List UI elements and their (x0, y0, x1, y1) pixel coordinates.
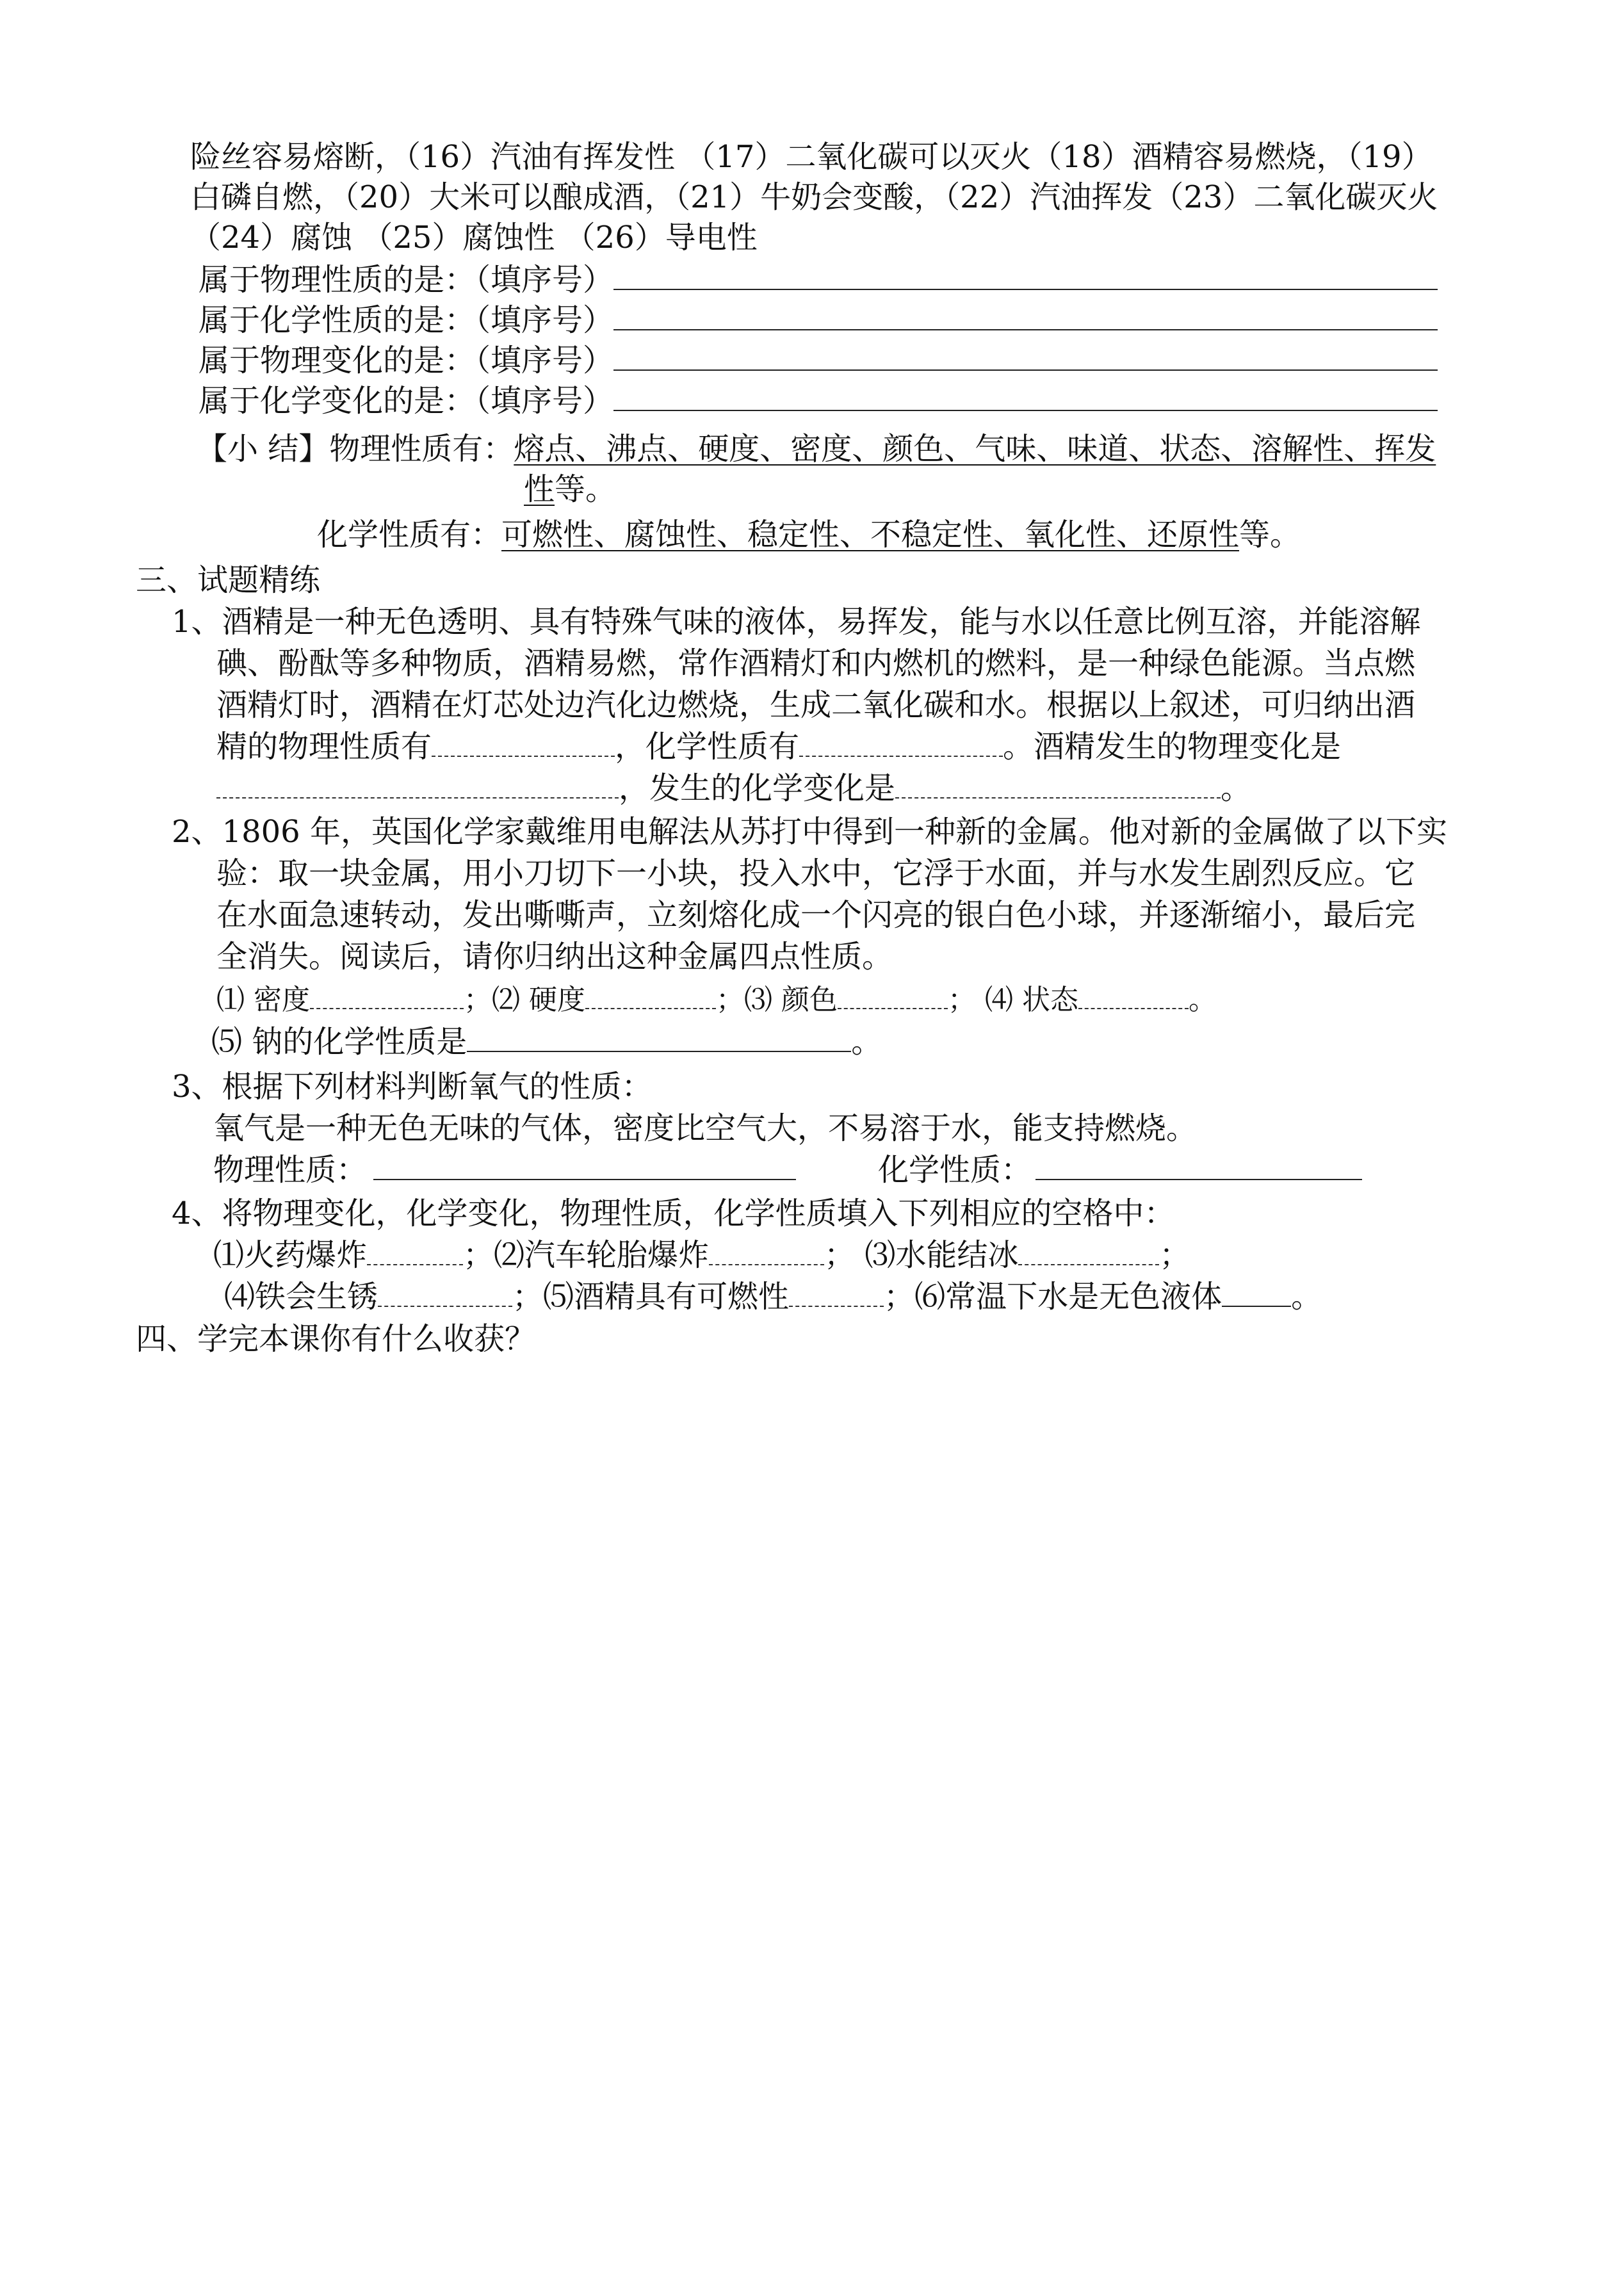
phys-prop-label: 属于物理性质的是：（填序号） (199, 262, 614, 298)
chem-change-row (199, 380, 1438, 422)
q2-sep-1: ； (464, 984, 492, 1016)
q1-chem-change-blank[interactable] (895, 769, 1221, 799)
q4-iron-rust-blank[interactable] (378, 1277, 512, 1307)
q4-alcohol-blank[interactable] (789, 1277, 884, 1307)
q1-phys-blank[interactable] (432, 727, 615, 757)
q4-gunpowder-blank[interactable] (367, 1236, 463, 1265)
phys-change-label: 属于物理变化的是：（填序号） (199, 343, 614, 378)
intro-line-3: （24）腐蚀 （25）腐蚀性 （26）导电性 (190, 220, 758, 255)
q4-semi-2: ； (824, 1237, 856, 1273)
q3-line-1: 3、根据下列材料判断氧气的性质： (172, 1069, 653, 1105)
q4-answers-row-2 (224, 1276, 1322, 1318)
summary-row-3 (317, 514, 1301, 556)
q4-water-freeze-blank[interactable] (1018, 1236, 1159, 1265)
q3-chem-blank[interactable] (1035, 1151, 1362, 1180)
q2-chem-row (211, 1021, 882, 1063)
q2-density-label: ⑴ 密度 (216, 984, 310, 1016)
q2-answers-end: 。 (1189, 984, 1217, 1016)
q2-hardness-blank[interactable] (585, 980, 716, 1009)
q3-chem-label: 化学性质： (878, 1152, 1032, 1188)
q4-alcohol-label: ⑸酒精具有可燃性 (543, 1279, 790, 1315)
q1-line-3: 酒精灯时，酒精在灯芯处边汽化边燃烧，生成二氧化碳和水。根据以上叙述，可归纳出酒 (216, 687, 1416, 723)
q2-state-blank[interactable] (1078, 980, 1189, 1009)
q4-iron-rust-label: ⑷铁会生锈 (224, 1279, 378, 1315)
intro-line-2: 白磷自燃，（20）大米可以酿成酒，（21）牛奶会变酸，（22）汽油挥发（23）二氧化碳灭火 (190, 179, 1438, 215)
q4-tire-label: ⑵汽车轮胎爆炸 (494, 1237, 710, 1273)
section-4-title: 四、学完本课你有什么收获？ (136, 1321, 536, 1357)
q4-water-blank[interactable] (1222, 1277, 1291, 1307)
chem-prop-label: 属于化学性质的是：（填序号） (199, 302, 614, 338)
section-3-title: 三、试题精练 (136, 562, 321, 598)
q2-line-2: 验：取一块金属，用小刀切下一小块，投入水中，它浮于水面，并与水发生剧烈反应。它 (216, 856, 1416, 891)
q2-hardness-label: ⑵ 硬度 (492, 984, 585, 1016)
q4-semi-3: ； (1159, 1237, 1190, 1273)
q4-end: 。 (1291, 1279, 1322, 1315)
phys-properties-list: 熔点、沸点、硬度、密度、颜色、气味、味道、状态、溶解性、挥发 (514, 431, 1436, 467)
q1-line-4 (216, 726, 1341, 768)
chem-change-label: 属于化学变化的是：（填序号） (199, 383, 614, 419)
q2-color-label: ⑶ 颜色 (744, 984, 838, 1016)
q4-answers-row-1 (213, 1234, 1190, 1276)
q1-phys-change-label: 。酒精发生的物理变化是 (1003, 729, 1342, 765)
q4-line-1: 4、将物理变化，化学变化，物理性质，化学性质填入下列相应的空格中： (172, 1196, 1175, 1231)
q3-phys-label: 物理性质： (213, 1152, 368, 1188)
q2-line-1: 2、1806 年，英国化学家戴维用电解法从苏打中得到一种新的金属。他对新的金属做了以下实 (172, 814, 1447, 850)
phys-properties-list-cont: 性 (524, 471, 555, 507)
q2-sep-2: ； (716, 984, 744, 1016)
q3-line-2: 氧气是一种无色无味的气体，密度比空气大，不易溶于水，能支持燃烧。 (213, 1110, 1198, 1146)
phys-change-blank[interactable] (613, 341, 1438, 371)
chem-properties-end: 等。 (1239, 517, 1301, 553)
summary-row-2 (524, 468, 616, 510)
q1-phys-label: 精的物理性质有 (216, 729, 432, 765)
q1-line-2: 碘、酚酞等多种物质，酒精易燃，常作酒精灯和内燃机的燃料，是一种绿色能源。当点燃 (216, 645, 1416, 681)
q2-line-3: 在水面急速转动，发出嘶嘶声，立刻熔化成一个闪亮的银白色小球，并逐渐缩小，最后完 (216, 897, 1416, 933)
phys-prop-blank[interactable] (613, 261, 1438, 290)
q1-chem-label: ，化学性质有 (615, 729, 800, 765)
phys-change-row (199, 339, 1438, 382)
q4-semi-4: ； (512, 1279, 544, 1315)
q1-chem-blank[interactable] (799, 727, 1003, 757)
q2-color-blank[interactable] (838, 980, 948, 1009)
q4-water-label: ⑹常温下水是无色液体 (914, 1279, 1222, 1315)
q1-line-1: 1、酒精是一种无色透明、具有特殊气味的液体，易挥发，能与水以任意比例互溶，并能溶解 (172, 604, 1421, 640)
q2-density-blank[interactable] (310, 980, 464, 1009)
summary-row-1 (197, 428, 1436, 470)
intro-line-1: 险丝容易熔断，（16）汽油有挥发性 （17）二氧化碳可以灭火（18）酒精容易燃烧，（19） (190, 139, 1433, 175)
q2-chem-end: 。 (851, 1024, 882, 1060)
q2-line-4: 全消失。阅读后，请你归纳出这种金属四点性质。 (216, 939, 893, 975)
q2-sodium-chem-label: ⑸ 钠的化学性质是 (211, 1024, 467, 1060)
chem-prop-row (199, 299, 1438, 341)
q2-sep-3: ； (948, 984, 976, 1016)
q4-semi-5: ； (884, 1279, 915, 1315)
phys-prop-row (199, 259, 1438, 301)
q4-tire-blank[interactable] (709, 1236, 824, 1265)
q1-phys-change-blank[interactable] (216, 769, 619, 799)
q1-chem-change-label: ，发生的化学变化是 (619, 770, 896, 806)
q4-semi-1: ； (463, 1237, 494, 1273)
chem-prop-blank[interactable] (613, 301, 1438, 330)
chem-change-blank[interactable] (613, 382, 1438, 411)
q2-state-label: ⑷ 状态 (985, 984, 1078, 1016)
q1-line-5 (216, 767, 1251, 809)
chem-properties-list: 可燃性、腐蚀性、稳定性、不稳定性、氧化性、还原性 (501, 517, 1240, 553)
q3-phys-blank[interactable] (373, 1151, 796, 1180)
q3-answers-row (213, 1149, 1362, 1191)
q2-answers-row (216, 979, 1217, 1021)
q1-end: 。 (1221, 770, 1252, 806)
q4-gunpowder-label: ⑴火药爆炸 (213, 1237, 368, 1273)
q2-sodium-chem-blank[interactable] (467, 1023, 851, 1052)
q4-water-freeze-label: ⑶水能结冰 (865, 1237, 1019, 1273)
phys-properties-end: 等。 (555, 471, 617, 507)
chem-properties-label: 化学性质有： (317, 517, 502, 553)
summary-label: 【小 结】物理性质有： (197, 431, 514, 467)
